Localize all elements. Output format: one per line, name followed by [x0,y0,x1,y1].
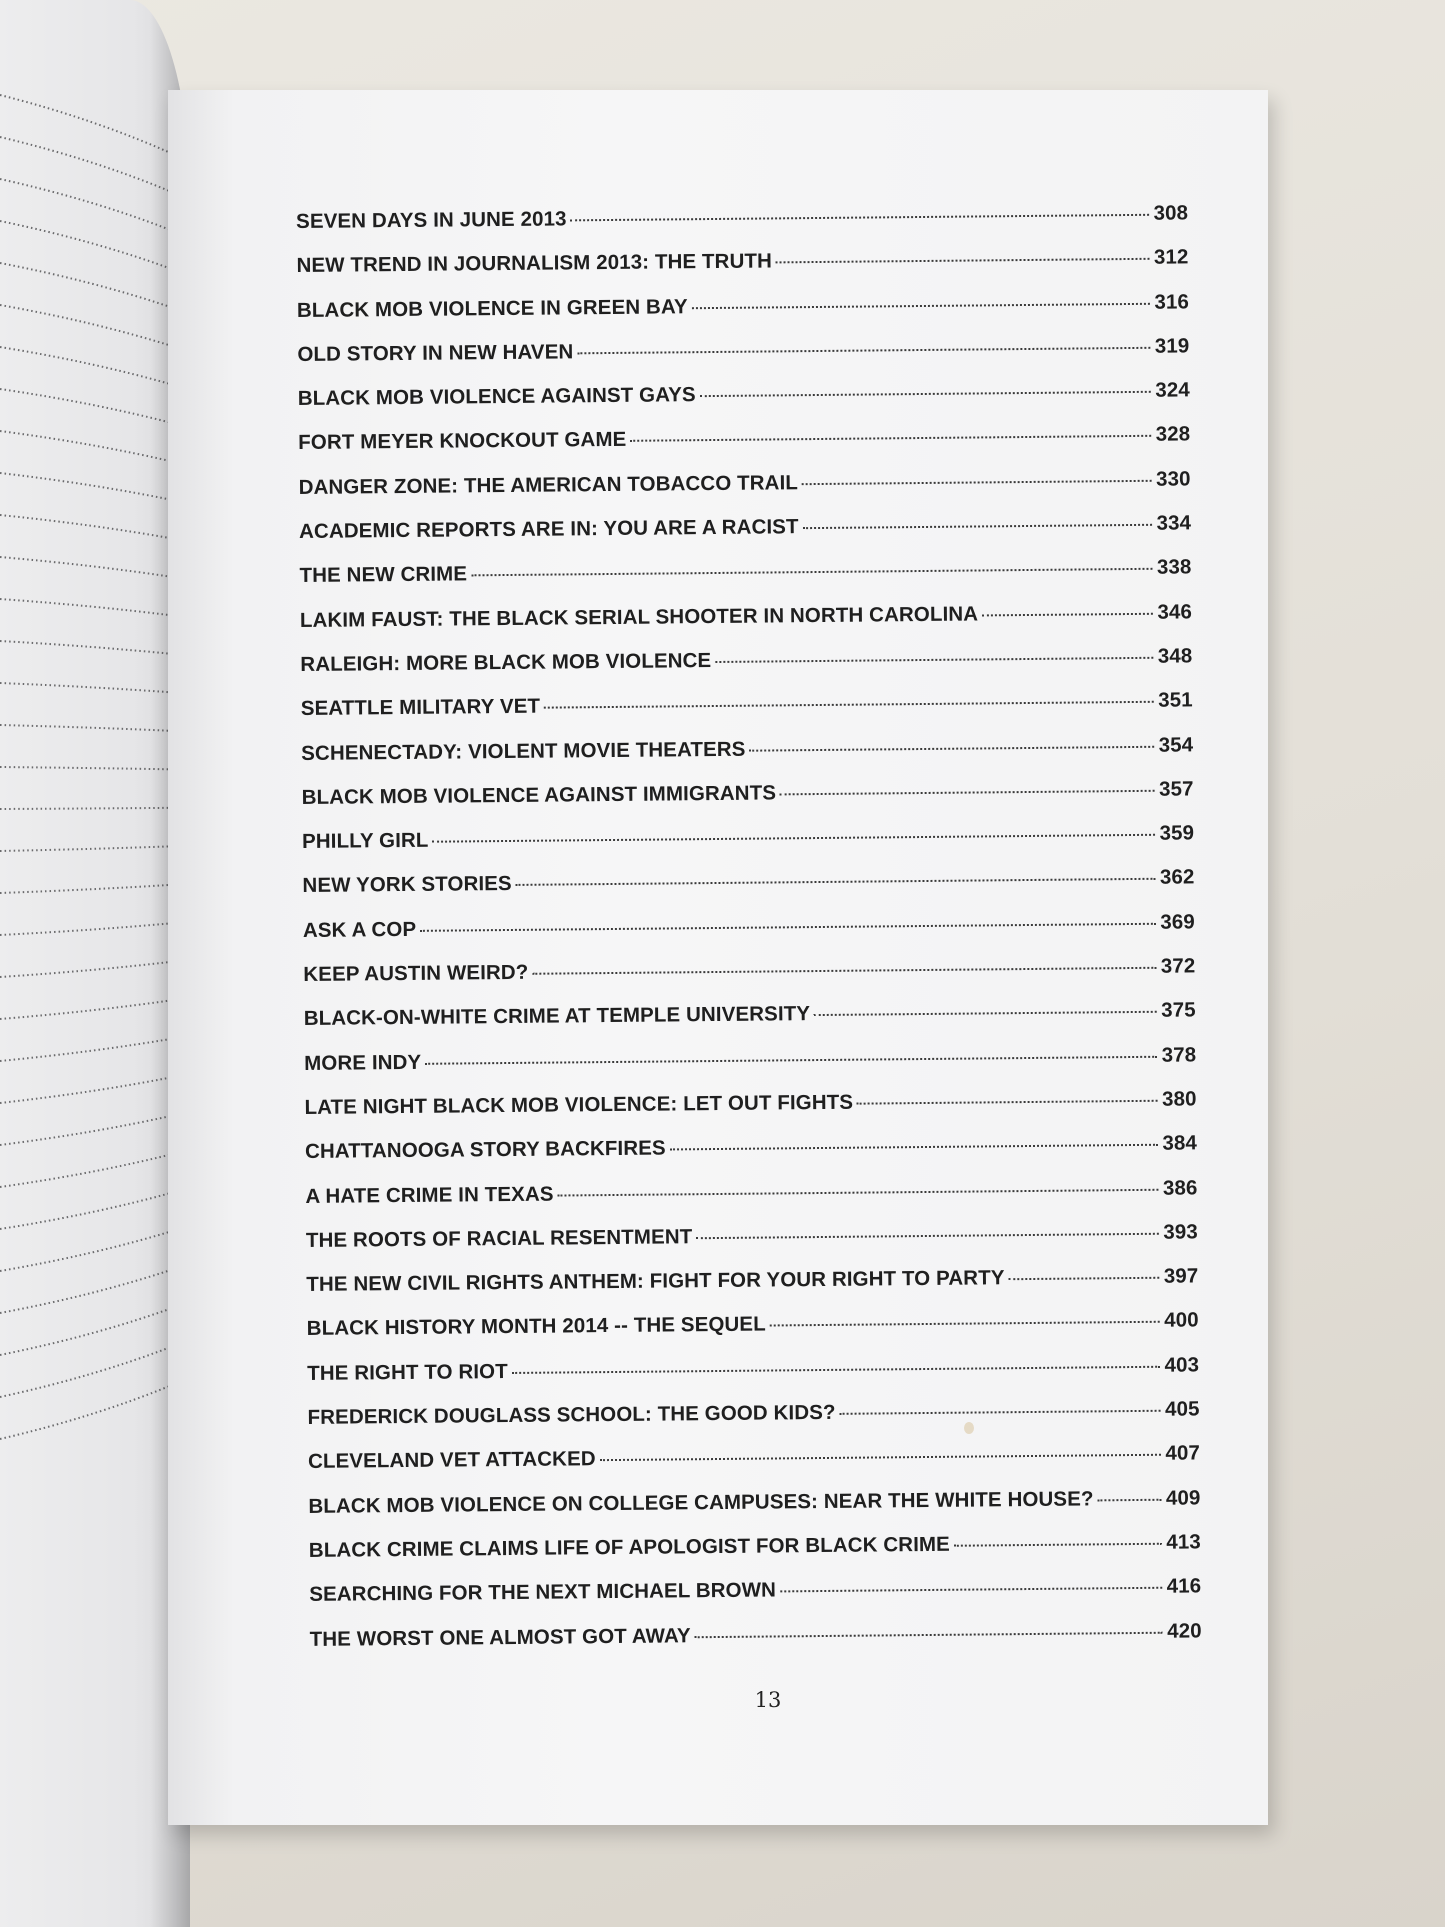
toc-entry-page: 357 [1158,777,1194,801]
toc-entry-title: BLACK CRIME CLAIMS LIFE OF APOLOGIST FOR BLACK CRIME [308,1532,951,1562]
facing-page-line [0,431,175,462]
toc-dot-leader [558,1188,1159,1196]
toc-entry-page: 354 [1158,732,1194,757]
facing-page-line [0,599,175,616]
toc-entry-title: NEW YORK STORIES [302,872,512,898]
toc-dot-leader [471,568,1153,577]
facing-page-line [0,515,175,539]
facing-page-line [0,263,175,309]
toc-entry [310,1619,1202,1672]
facing-page-line [0,1345,175,1397]
table-of-contents [296,201,1202,1671]
toc-entry-title: CLEVELAND VET ATTACKED [307,1447,596,1474]
book-page [168,90,1268,1825]
toc-entry-page: 330 [1155,467,1191,491]
toc-entry-title: NEW TREND IN JOURNALISM 2013: THE TRUTH [296,249,773,278]
facing-page-line [0,347,175,385]
toc-entry-title: PHILLY GIRL [301,828,429,854]
toc-entry-page: 384 [1162,1131,1198,1155]
facing-page-line [0,1230,175,1271]
toc-entry-page: 403 [1164,1353,1200,1377]
facing-page-line [0,473,175,501]
toc-dot-leader [420,923,1156,932]
toc-entry-title: RALEIGH: MORE BLACK MOB VIOLENCE [300,649,712,676]
toc-entry-title: FREDERICK DOUGLASS SCHOOL: THE GOOD KIDS? [307,1400,836,1429]
facing-page-line [0,137,175,193]
toc-entry-title: DANGER ZONE: THE AMERICAN TOBACCO TRAIL [298,470,799,499]
toc-entry-page: 338 [1156,555,1192,580]
page-number: 13 [754,1688,782,1712]
toc-entry-title: OLD STORY IN NEW HAVEN [297,340,574,366]
toc-dot-leader [982,612,1153,616]
facing-page-line [0,389,175,424]
facing-page-line [0,961,175,977]
facing-page-left [0,0,190,1927]
toc-dot-leader [532,967,1156,975]
toc-entry-page: 328 [1155,422,1191,447]
facing-page-line [0,1307,175,1355]
toc-entry-page: 400 [1164,1308,1199,1333]
toc-entry-page: 359 [1159,821,1195,845]
toc-entry-title: THE NEW CIVIL RIGHTS ANTHEM: FIGHT FOR YOUR RIGHT TO PARTY [306,1266,1005,1297]
toc-entry-page: 393 [1163,1220,1198,1244]
toc-entry-title: KEEP AUSTIN WEIRD? [303,960,529,987]
facing-page-line [0,179,175,232]
toc-entry-page: 319 [1154,334,1190,358]
facing-page-line [0,95,175,155]
toc-entry-title: LATE NIGHT BLACK MOB VIOLENCE: LET OUT FIGHTS [304,1090,854,1119]
toc-entry-page: 405 [1164,1397,1200,1421]
toc-dot-leader [432,834,1155,843]
toc-entry-page: 378 [1161,1043,1197,1067]
toc-entry-page: 308 [1153,201,1189,225]
toc-dot-leader [696,1233,1159,1239]
toc-dot-leader [770,1321,1160,1327]
toc-dot-leader [1098,1498,1162,1501]
toc-entry-page: 324 [1155,378,1190,402]
toc-entry-title: SCHENECTADY: VIOLENT MOVIE THEATERS [301,737,746,765]
toc-entry-page: 362 [1159,865,1195,890]
toc-dot-leader [700,391,1152,397]
toc-dot-leader [1009,1277,1160,1280]
toc-dot-leader [516,878,1156,886]
toc-entry-title: FORT MEYER KNOCKOUT GAME [298,428,627,455]
toc-entry-title: BLACK MOB VIOLENCE AGAINST GAYS [297,383,696,411]
toc-entry-title: THE NEW CRIME [299,562,468,588]
toc-entry-title: BLACK HISTORY MONTH 2014 -- THE SEQUEL [306,1312,766,1341]
facing-page-line [0,1115,175,1145]
toc-entry-title: THE WORST ONE ALMOST GOT AWAY [309,1623,691,1651]
toc-dot-leader [776,258,1150,264]
facing-page-line [0,767,175,769]
facing-page-line [0,305,175,347]
toc-dot-leader [544,701,1154,709]
facing-page-line [0,808,175,809]
toc-entry-title: MORE INDY [304,1050,422,1075]
facing-page-line [0,1077,175,1103]
toc-entry-title: ACADEMIC REPORTS ARE IN: YOU ARE A RACIST [298,515,799,544]
facing-page-line [0,923,175,935]
paper-stain [964,1422,974,1434]
toc-dot-leader [840,1410,1161,1415]
toc-entry-page: 316 [1154,290,1190,314]
toc-entry-title: ASK A COP [302,917,417,942]
toc-entry-page: 375 [1161,998,1196,1023]
facing-page-line [0,1269,175,1313]
toc-entry-title: BLACK-ON-WHITE CRIME AT TEMPLE UNIVERSITY [303,1002,811,1031]
toc-entry-title: SEARCHING FOR THE NEXT MICHAEL BROWN [309,1578,777,1607]
facing-page-line [0,641,175,654]
toc-entry-title: BLACK MOB VIOLENCE IN GREEN BAY [296,294,688,322]
facing-page-line [0,683,175,693]
toc-dot-leader [425,1055,1157,1064]
toc-dot-leader [780,790,1155,796]
toc-entry-title: A HATE CRIME IN TEXAS [305,1182,554,1208]
toc-entry-title: THE ROOTS OF RACIAL RESENTMENT [305,1225,693,1252]
toc-dot-leader [802,480,1152,485]
toc-entry-page: 348 [1157,644,1193,668]
toc-dot-leader [780,1587,1163,1593]
toc-dot-leader [954,1543,1162,1547]
toc-entry-page: 369 [1160,910,1195,934]
toc-dot-leader [571,214,1150,222]
toc-entry-page: 372 [1160,954,1196,978]
toc-dot-leader [600,1454,1162,1461]
toc-dot-leader [803,524,1153,529]
toc-dot-leader [630,435,1151,442]
toc-dot-leader [577,347,1151,355]
facing-page-line [0,1192,175,1229]
toc-entry-title: SEATTLE MILITARY VET [300,694,541,721]
toc-dot-leader [512,1365,1161,1373]
facing-page-line [0,1384,175,1439]
toc-entry-title: LAKIM FAUST: THE BLACK SERIAL SHOOTER IN NORTH CAROLINA [299,602,979,632]
toc-dot-leader [692,302,1151,308]
toc-dot-leader [814,1011,1157,1016]
toc-dot-leader [857,1100,1158,1105]
facing-page-line [0,221,175,270]
toc-dot-leader [670,1144,1159,1151]
facing-page-line [0,1000,175,1019]
toc-entry-page: 334 [1156,511,1192,535]
facing-page-line [0,557,175,577]
toc-entry-page: 386 [1162,1175,1198,1200]
toc-entry-page: 346 [1157,600,1193,624]
toc-entry-page: 416 [1166,1574,1202,1598]
toc-entry-page: 380 [1161,1087,1197,1111]
toc-dot-leader [715,657,1154,663]
toc-entry-title: BLACK MOB VIOLENCE AGAINST IMMIGRANTS [301,781,777,809]
facing-page-line [0,885,175,893]
toc-entry-page: 413 [1166,1530,1201,1554]
toc-entry-page: 397 [1163,1264,1199,1288]
toc-entry-page: 409 [1165,1485,1201,1510]
toc-entry-page: 407 [1165,1441,1201,1466]
facing-page-line [0,725,175,731]
facing-page-line [0,1038,175,1061]
toc-entry-title: CHATTANOOGA STORY BACKFIRES [304,1136,666,1164]
toc-dot-leader [749,745,1154,751]
facing-page-line [0,846,175,851]
toc-entry-page: 420 [1167,1618,1202,1643]
toc-entry-title: BLACK MOB VIOLENCE ON COLLEGE CAMPUSES: NEAR THE WHITE HOUSE? [308,1487,1094,1518]
toc-entry-title: THE RIGHT TO RIOT [307,1359,508,1385]
toc-entry-title: SEVEN DAYS IN JUNE 2013 [296,207,567,233]
facing-page-line [0,1153,175,1187]
toc-dot-leader [695,1631,1163,1637]
toc-entry-page: 351 [1158,688,1193,713]
toc-entry-page: 312 [1153,245,1189,270]
